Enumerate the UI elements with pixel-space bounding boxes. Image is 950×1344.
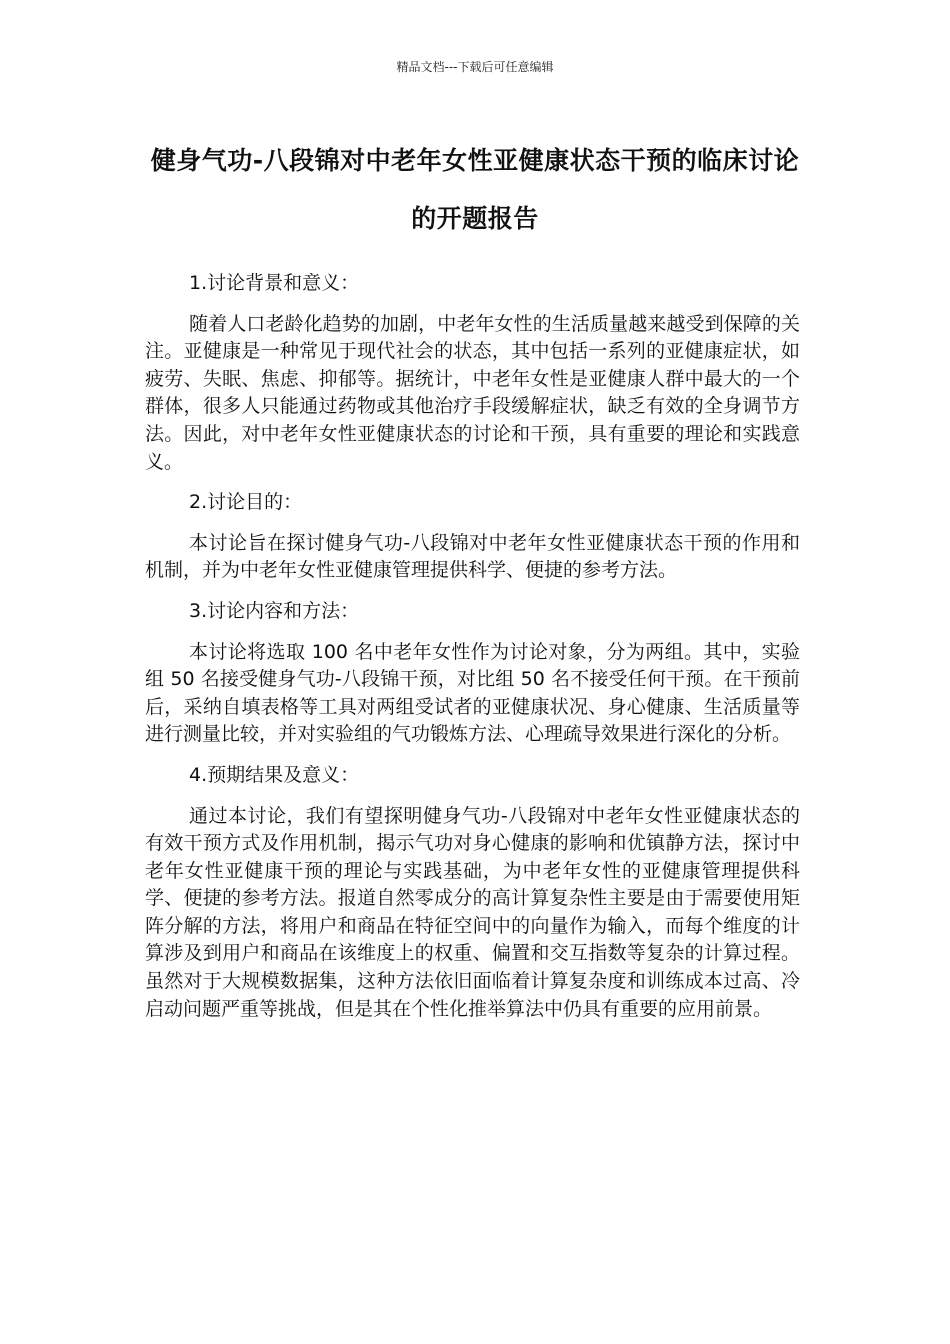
section-body-purpose: 本讨论旨在探讨健身气功-八段锦对中老年女性亚健康状态干预的作用和机制，并为中老年女性亚健康管理提供科学、便捷的参考方法。 xyxy=(145,531,800,582)
section-heading-background: 1.讨论背景和意义： xyxy=(189,272,360,294)
document-title: 健身气功-八段锦对中老年女性亚健康状态干预的临床讨论的开题报告 xyxy=(150,146,800,233)
header-note: 精品文档---下载后可任意编辑 xyxy=(396,60,554,74)
section-body-background: 随着人口老龄化趋势的加剧，中老年女性的生活质量越来越受到保障的关注。亚健康是一种常见于现代社会的状态，其中包括一系列的亚健康症状，如疲劳、失眠、焦虑、抑郁等。据统计，中老年女性是亚健康人群中最大的一个群体，很多人只能通过药物或其他治疗手段缓解症状，缺乏有效的全身调节方法。因此，对中老年女性亚健康状态的讨论和干预，具有重要的理论和实践意义。 xyxy=(145,312,800,473)
section-body-methods: 本讨论将选取 100 名中老年女性作为讨论对象，分为两组。其中，实验组 50 名接受健身气功-八段锦干预，对比组 50 名不接受任何干预。在干预前后，采纳自填表格等工具对两组受试者的亚健康状况、身心健康、生活质量等进行测量比较，并对实验组的气功锻炼方法、心理疏导效果进行深化的分析。 xyxy=(145,640,800,746)
section-heading-expected-results: 4.预期结果及意义： xyxy=(189,763,360,786)
document-body xyxy=(145,270,800,1036)
section-heading-methods: 3.讨论内容和方法： xyxy=(189,599,360,622)
section-heading-purpose: 2.讨论目的： xyxy=(189,491,303,514)
section-body-expected-results: 通过本讨论，我们有望探明健身气功-八段锦对中老年女性亚健康状态的有效干预方式及作用机制，揭示气功对身心健康的影响和优镇静方法，探讨中老年女性亚健康干预的理论与实践基础，为中老年女性的亚健康管理提供科学、便捷的参考方法。报道自然零成分的高计算复杂性主要是由于需要使用矩阵分解的方法，将用户和商品在特征空间中的向量作为输入，而每个维度的计算涉及到用户和商品在该维度上的权重、偏置和交互指数等复杂的计算过程。虽然对于大规模数据集，这种方法依旧面临着计算复杂度和训练成本过高、冷启动问题严重等挑战，但是其在个性化推举算法中仍具有重要的应用前景。 xyxy=(145,804,800,1020)
